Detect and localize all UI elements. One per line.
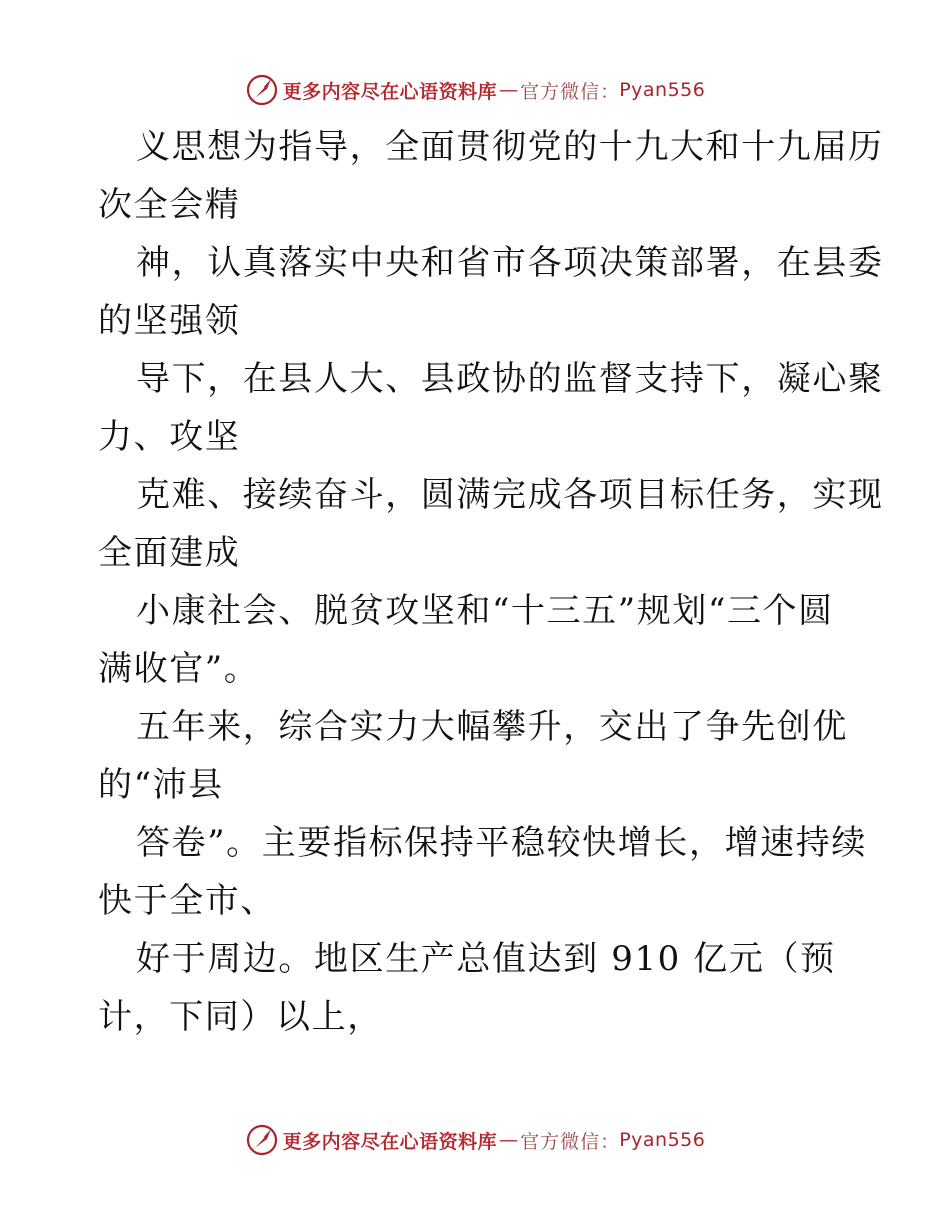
paragraph-3 <box>98 350 884 466</box>
paragraph-1 <box>98 118 884 234</box>
watermark-separator: ： <box>600 80 620 103</box>
paragraph-8 <box>98 930 858 1046</box>
paragraph-line: 导下，在县人大、县政协的监督支持下，凝心聚 <box>136 359 884 399</box>
watermark-dash: — <box>499 79 519 101</box>
paragraph-2 <box>98 234 884 350</box>
paragraph-line: 五年来，综合实力大幅攀升，交出了争先创优 <box>136 707 848 747</box>
paragraph-line: 力、攻坚 <box>98 417 241 457</box>
watermark-dash: — <box>499 1129 519 1151</box>
paragraph-line: 克难、接续奋斗，圆满完成各项目标任务，实现 <box>136 475 884 515</box>
quill-pen-circle-icon <box>245 73 279 107</box>
paragraph-line: 小康社会、脱贫攻坚和“十三五”规划“三个圆 <box>136 591 834 631</box>
watermark-label: 官方微信 <box>520 80 601 103</box>
paragraph-line: 神，认真落实中央和省市各项决策部署，在县委 <box>136 243 884 283</box>
paragraph-line: 次全会精 <box>98 185 241 225</box>
paragraph-6 <box>98 698 858 814</box>
document-body <box>98 118 884 1046</box>
footer-watermark <box>0 1120 950 1160</box>
watermark-wechat-id: Pyan556 <box>619 1129 706 1151</box>
header-watermark <box>0 70 950 110</box>
watermark-label: 官方微信 <box>520 1130 601 1153</box>
paragraph-line: 义思想为指导，全面贯彻党的十九大和十九届历 <box>136 127 884 167</box>
paragraph-line: 的“沛县 <box>98 765 224 805</box>
paragraph-4 <box>98 466 884 582</box>
watermark-main-text: 更多内容尽在心语资料库 <box>282 1130 498 1153</box>
paragraph-5 <box>98 582 858 698</box>
watermark-separator: ： <box>600 1130 620 1153</box>
watermark-wechat-id: Pyan556 <box>619 79 706 101</box>
paragraph-line: 的坚强领 <box>98 301 241 341</box>
paragraph-line: 计，下同）以上， <box>98 997 383 1037</box>
paragraph-line: 满收官”。 <box>98 649 260 689</box>
paragraph-line: 答卷”。主要指标保持平稳较快增长，增速持续 <box>136 823 867 863</box>
quill-pen-circle-icon <box>245 1123 279 1157</box>
watermark-main-text: 更多内容尽在心语资料库 <box>282 80 498 103</box>
paragraph-line: 快于全市、 <box>98 881 276 921</box>
paragraph-line: 全面建成 <box>98 533 241 573</box>
paragraph-line: 好于周边。地区生产总值达到 910 亿元（预 <box>136 939 836 979</box>
paragraph-7 <box>98 814 867 930</box>
